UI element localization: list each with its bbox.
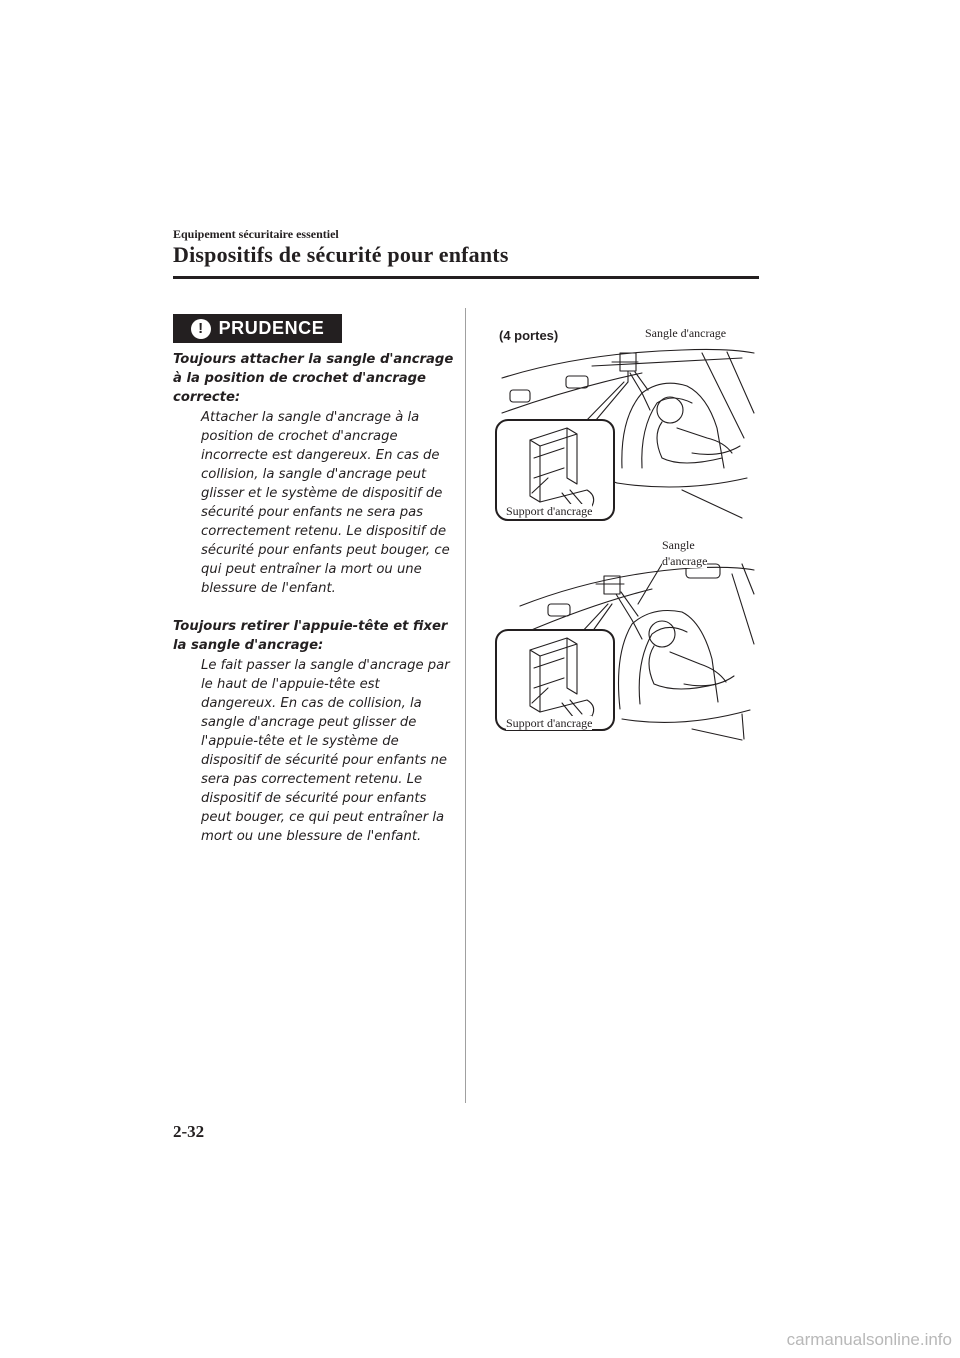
caution-heading-2: Toujours retirer l'appuie-tête et fixer la sangle d'ancrage: [173,619,448,653]
caution-text [173,350,458,846]
page-title: Dispositifs de sécurité pour enfants [173,242,509,267]
caution-badge-label: PRUDENCE [218,318,325,338]
figure-4-door-illustration [492,318,760,528]
page-number: 2-32 [173,1122,205,1141]
figure-label-strap: Sangle d'ancrage [645,326,727,340]
caution-heading-1: Toujours attacher la sangle d'ancrage à la position de crochet d'ancrage correcte: [173,352,454,405]
figure-title: (4 portes) [499,328,559,343]
figure-label-bracket: Support d'ancrage [506,504,593,518]
figure-headrest-illustration [492,534,760,744]
figure-label-strap-line2: d'ancrage [662,554,708,568]
caution-body-2: Le fait passer la sangle d'ancrage par le haut de l'appuie-tête est dangereux. En cas de collision, la sangle d'ancrage peut glisser de l'appuie-tête et le système de dispositif de sécurité pour enfants ne sera pas correctement retenu. Le dispositif de sécurité pour enfants peut bouger, ce qui peut entraîner la mort ou une blessure de l'enfant. [201,658,450,844]
column-divider [465,308,466,1103]
title-rule [173,276,759,279]
caution-badge [173,314,342,343]
figure-label-strap-line1: Sangle [662,538,695,552]
watermark: carmanualsonline.info [786,1330,952,1349]
figure-label-bracket: Support d'ancrage [506,716,593,730]
figure-4-door [492,318,760,528]
section-label: Equipement sécuritaire essentiel [173,227,339,241]
warning-icon: ! [191,319,211,339]
caution-body-1: Attacher la sangle d'ancrage à la position de crochet d'ancrage incorrecte est dangereux. En cas de collision, la sangle d'ancrage peut glisser et le système de dispositif de sécurité pour enfants ne sera pas correctement retenu. Le dispositif de sécurité pour enfants peut bouger, ce qui peut entraîner la mort ou une blessure de l'enfant. [201,410,450,596]
figure-headrest [492,534,760,744]
